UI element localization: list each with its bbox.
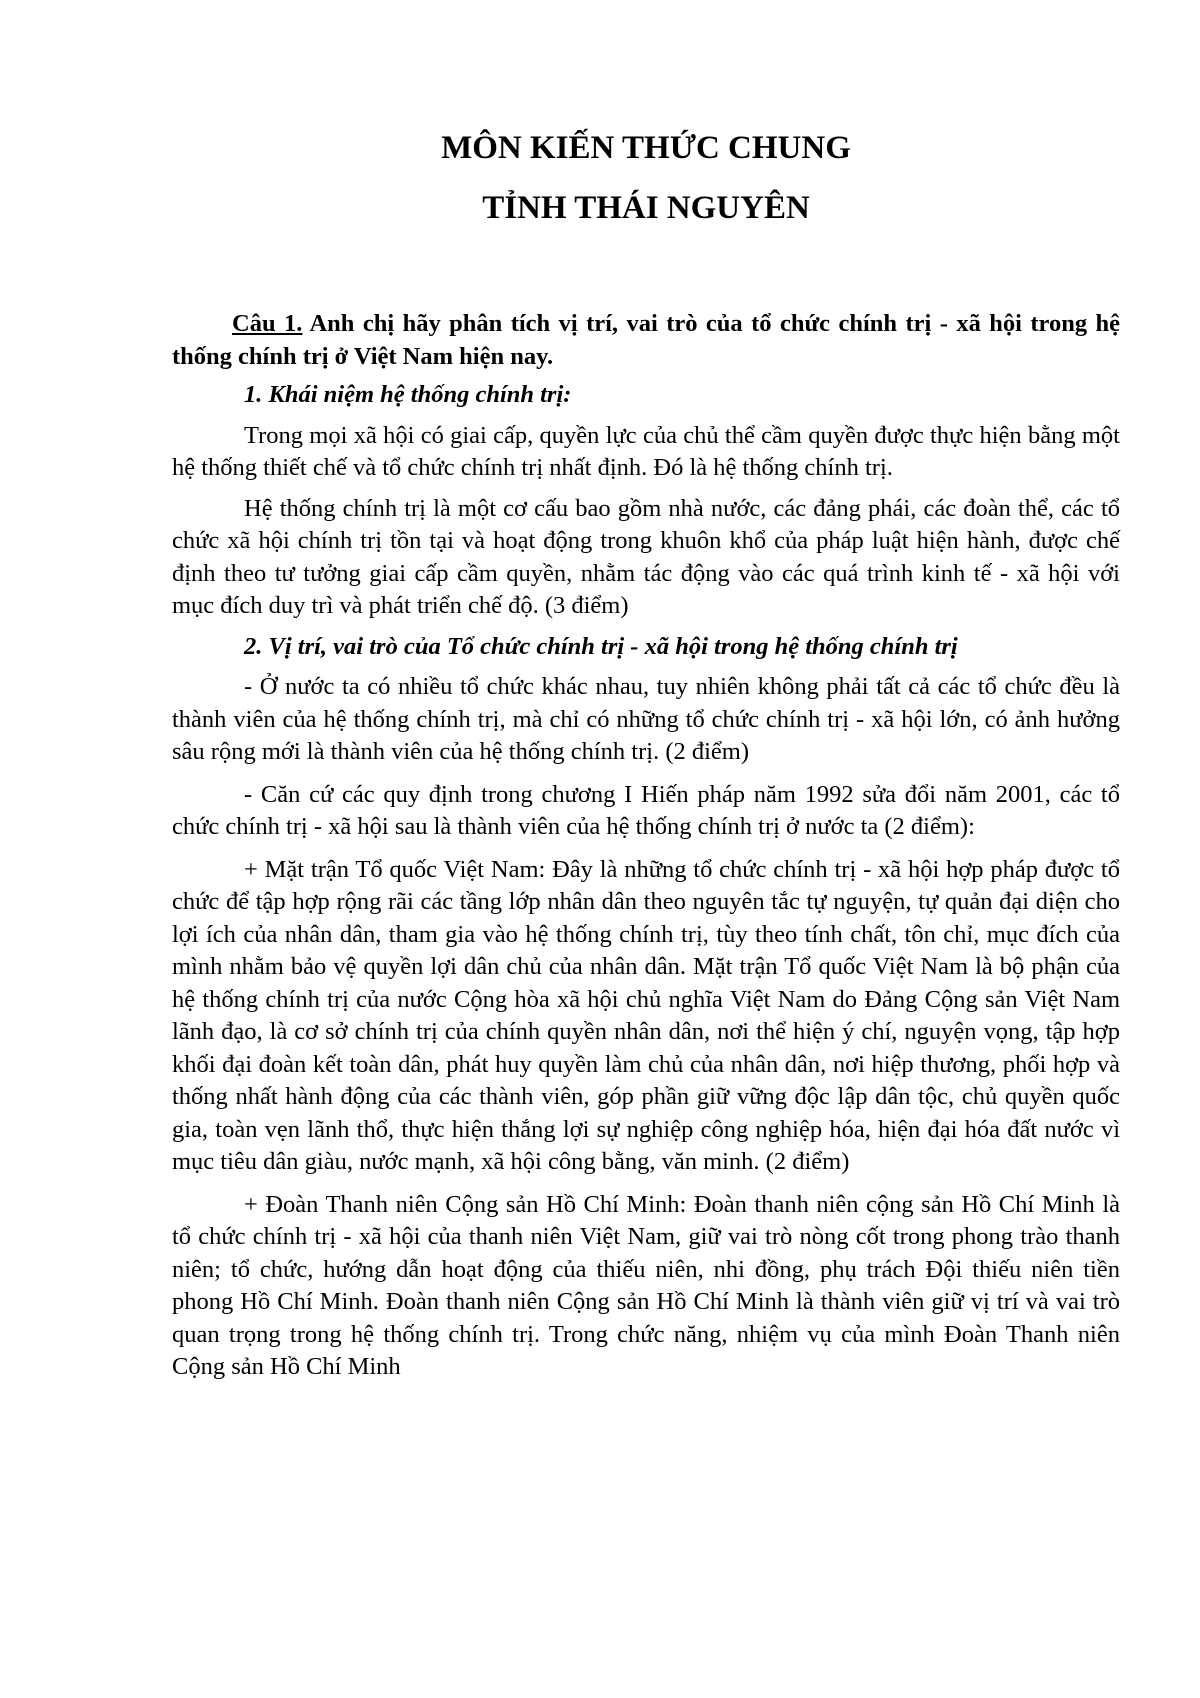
title-subject: MÔN KIẾN THỨC CHUNG (441, 130, 851, 166)
paragraph: - Ở nước ta có nhiều tổ chức khác nhau, tuy nhiên không phải tất cả các tổ chức đều là thành viên của hệ thống chính trị, mà chỉ có những tổ chức chính trị - xã hội lớn, có ảnh hưởng sâu rộng mới là thành viên của hệ thống chính trị. (2 điểm) (172, 673, 1120, 765)
title-block (172, 118, 1120, 238)
paragraph: - Căn cứ các quy định trong chương I Hiến pháp năm 1992 sửa đổi năm 2001, các tổ chức chính trị - xã hội sau là thành viên của hệ thống chính trị ở nước ta (2 điểm): (172, 780, 1120, 840)
paragraph: Hệ thống chính trị là một cơ cấu bao gồm nhà nước, các đảng phái, các đoàn thể, các tổ chức xã hội chính trị tồn tại và hoạt động trong khuôn khổ của pháp luật hiện hành, được chế định theo tư tưởng giai cấp cầm quyền, nhằm tác động vào các quá trình kinh tế - xã hội với mục đích duy trì và phát triển chế độ. (3 điểm) (172, 494, 1120, 619)
paragraph: Trong mọi xã hội có giai cấp, quyền lực của chủ thể cầm quyền được thực hiện bằng một hệ thống thiết chế và tổ chức chính trị nhất định. Đó là hệ thống chính trị. (172, 421, 1120, 481)
section-1-heading: 1. Khái niệm hệ thống chính trị: (244, 381, 572, 408)
question-label: Câu 1. (232, 310, 303, 337)
section-2-heading: 2. Vị trí, vai trò của Tổ chức chính trị - xã hội trong hệ thống chính trị (244, 632, 958, 660)
document-page (172, 118, 1120, 1392)
paragraph: + Đoàn Thanh niên Cộng sản Hồ Chí Minh: Đoàn thanh niên cộng sản Hồ Chí Minh là tổ chức chính trị - xã hội của thanh niên Việt Nam, giữ vai trò nòng cốt trong phong trào thanh niên; tổ chức, hướng dẫn hoạt động của thiếu niên, nhi đồng, phụ trách Đội thiếu niên tiền phong Hồ Chí Minh. Đoàn thanh niên Cộng sản Hồ Chí Minh là thành viên giữ vị trí và vai trò quan trọng trong hệ thống chính trị. Trong chức năng, nhiệm vụ của mình Đoàn Thanh niên Cộng sản Hồ Chí Minh (172, 1190, 1120, 1380)
paragraph: + Mặt trận Tổ quốc Việt Nam: Đây là những tổ chức chính trị - xã hội hợp pháp được tổ chức để tập hợp rộng rãi các tầng lớp nhân dân theo nguyên tắc tự nguyện, tự quản đại diện cho lợi ích của nhân dân, tham gia vào hệ thống chính trị, tùy theo tính chất, tôn chỉ, mục đích của mình nhằm bảo vệ quyền lợi dân chủ của nhân dân. Mặt trận Tổ quốc Việt Nam là bộ phận của hệ thống chính trị của nước Cộng hòa xã hội chủ nghĩa Việt Nam do Đảng Cộng sản Việt Nam lãnh đạo, là cơ sở chính trị của chính quyền nhân dân, nơi thể hiện ý chí, nguyện vọng, tập hợp khối đại đoàn kết toàn dân, phát huy quyền làm chủ của nhân dân, nơi hiệp thương, phối hợp và thống nhất hành động của các thành viên, góp phần giữ vững độc lập dân tộc, chủ quyền quốc gia, toàn vẹn lãnh thổ, thực hiện thắng lợi sự nghiệp công nghiệp hóa, hiện đại hóa đất nước vì mục tiêu dân giàu, nước mạnh, xã hội công bằng, văn minh. (2 điểm) (172, 855, 1120, 1175)
question-1 (172, 308, 1120, 373)
question-text: Anh chị hãy phân tích vị trí, vai trò của tổ chức chính trị - xã hội trong hệ thống chính trị ở Việt Nam hiện nay. (172, 310, 1121, 370)
title-province: TỈNH THÁI NGUYÊN (482, 190, 810, 226)
